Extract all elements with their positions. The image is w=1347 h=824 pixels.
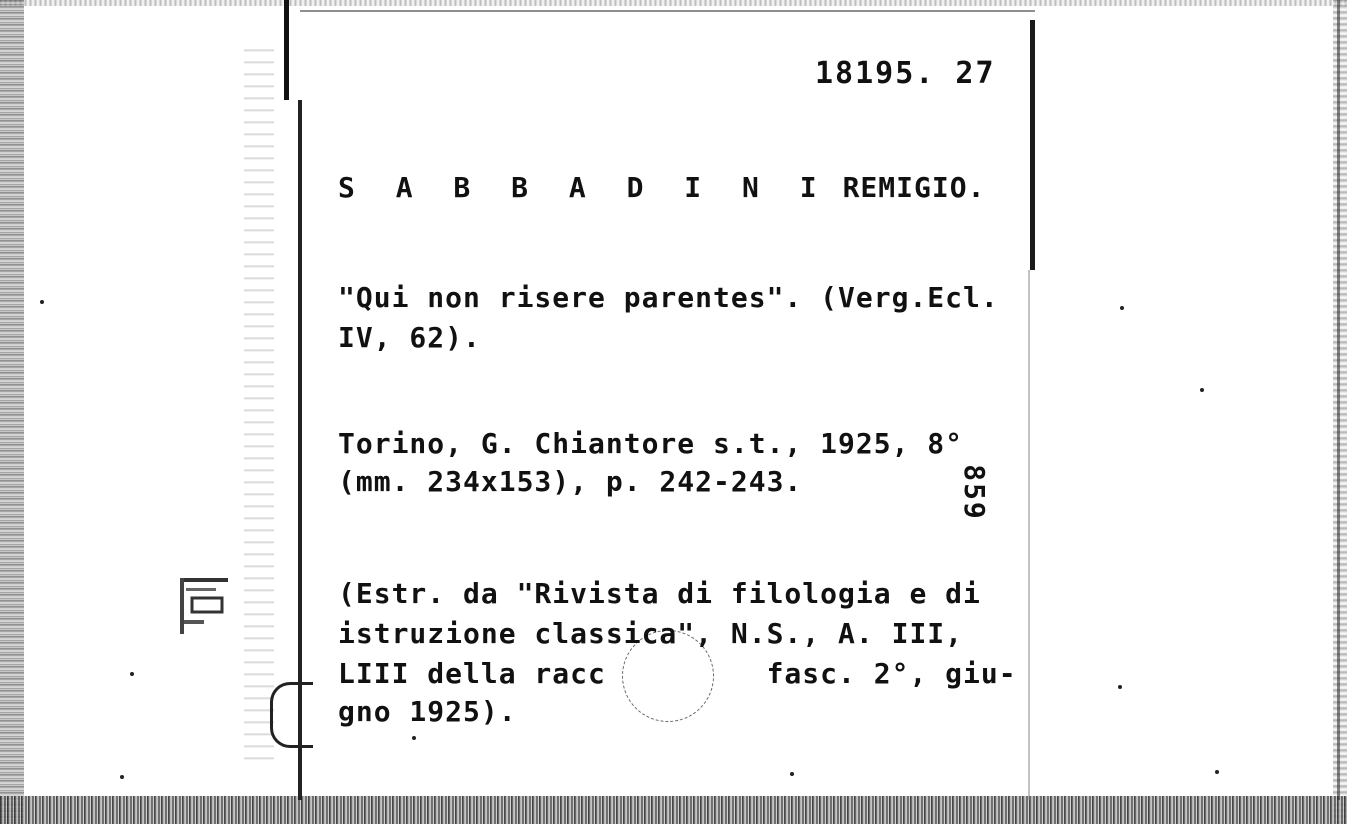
title-line: IV, 62). — [338, 321, 481, 354]
side-shelf-mark: 859 — [957, 464, 991, 521]
scan-dot — [130, 672, 134, 676]
scan-edge-top — [0, 0, 1347, 6]
note-line: istruzione classica", N.S., A. III, — [338, 617, 964, 650]
note-line: LIII della racc fasc. 2°, giu- — [338, 657, 1017, 690]
scan-dot — [120, 775, 124, 779]
scan-dot — [790, 772, 794, 776]
scan-dot — [412, 736, 416, 740]
scan-dot — [1118, 685, 1122, 689]
scan-dot — [1120, 306, 1124, 310]
card-edge-bracket — [270, 682, 313, 748]
publication-line: Torino, G. Chiantore s.t., 1925, 8° — [338, 427, 964, 460]
card-border-line — [1337, 0, 1340, 800]
card-border-line — [284, 0, 289, 100]
author-surname: S A B B A D I N I — [338, 171, 829, 204]
library-stamp-icon — [174, 574, 230, 638]
title-line: "Qui non risere parentes". (Verg.Ecl. — [338, 281, 999, 314]
author-heading — [338, 172, 985, 204]
author-given-name: REMIGIO. — [842, 171, 986, 204]
card-number: 18195. 27 — [815, 56, 996, 91]
card-border-line — [1030, 20, 1035, 270]
scan-edge-left — [0, 0, 24, 824]
scan-dot — [40, 300, 44, 304]
scan-edge-right — [1333, 0, 1347, 824]
note-line: gno 1925). — [338, 695, 517, 728]
scan-dot — [1215, 770, 1219, 774]
card-top-edge — [300, 10, 1035, 12]
note-line: (Estr. da "Rivista di filologia e di — [338, 577, 981, 610]
card-border-line — [1028, 270, 1030, 800]
scan-edge-bottom — [0, 796, 1347, 824]
scan-speckle — [244, 40, 274, 760]
publication-line: (mm. 234x153), p. 242-243. — [338, 465, 803, 498]
scan-dot — [1200, 388, 1204, 392]
